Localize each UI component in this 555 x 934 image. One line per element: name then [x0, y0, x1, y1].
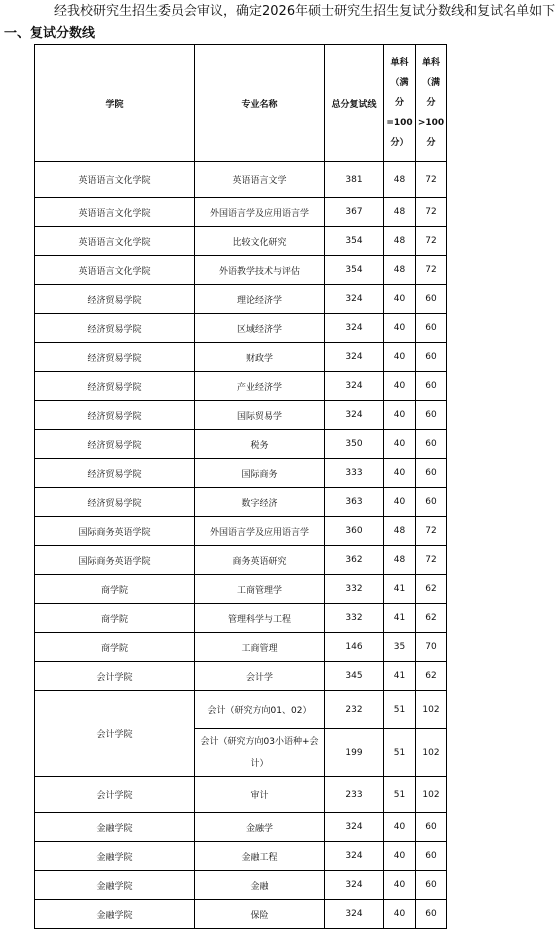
cell-single-over-100: 102: [416, 729, 447, 777]
cell-college: 金融学院: [35, 871, 195, 900]
cell-total: 363: [325, 488, 384, 517]
cell-single-100: 48: [384, 227, 416, 256]
cell-college: 经济贸易学院: [35, 401, 195, 430]
cell-single-100: 40: [384, 459, 416, 488]
cell-major: 管理科学与工程: [195, 604, 325, 633]
table-row: [35, 546, 447, 575]
header-line: （满: [421, 78, 440, 88]
table-row: [35, 633, 447, 662]
cell-major: 区域经济学: [195, 314, 325, 343]
cell-college: 经济贸易学院: [35, 285, 195, 314]
cell-college: 会计学院: [35, 691, 195, 777]
cell-major: 外语教学技术与评估: [195, 256, 325, 285]
table-row: [35, 227, 447, 256]
cell-major: 外国语言学及应用语言学: [195, 198, 325, 227]
cell-total: 324: [325, 401, 384, 430]
cell-college: 经济贸易学院: [35, 488, 195, 517]
cell-single-100: 40: [384, 900, 416, 929]
cell-total: 362: [325, 546, 384, 575]
cell-single-over-100: 72: [416, 546, 447, 575]
cell-single-over-100: 60: [416, 813, 447, 842]
cell-major: 财政学: [195, 343, 325, 372]
cell-major: 保险: [195, 900, 325, 929]
cell-major: 产业经济学: [195, 372, 325, 401]
cell-single-100: 51: [384, 777, 416, 813]
cell-total: 324: [325, 314, 384, 343]
table-row: [35, 488, 447, 517]
cell-major: 比较文化研究: [195, 227, 325, 256]
cell-total: 324: [325, 372, 384, 401]
cell-single-over-100: 70: [416, 633, 447, 662]
cell-major: 金融工程: [195, 842, 325, 871]
table-row: [35, 401, 447, 430]
cell-college: 英语语言文化学院: [35, 256, 195, 285]
cell-college: 英语语言文化学院: [35, 162, 195, 198]
cell-college: 会计学院: [35, 777, 195, 813]
cell-single-100: 41: [384, 604, 416, 633]
table-row: [35, 871, 447, 900]
header-line: 单科: [390, 58, 409, 68]
table-row: [35, 842, 447, 871]
cell-major: 审计: [195, 777, 325, 813]
cell-single-100: 40: [384, 314, 416, 343]
cell-single-over-100: 72: [416, 256, 447, 285]
cell-major: 会计学: [195, 662, 325, 691]
cell-major: 会计（研究方向03小语种+会计）: [195, 729, 325, 777]
cell-total: 324: [325, 842, 384, 871]
cell-total: 199: [325, 729, 384, 777]
cell-college: 金融学院: [35, 842, 195, 871]
cell-college: 英语语言文化学院: [35, 227, 195, 256]
cell-single-100: 48: [384, 162, 416, 198]
cell-single-over-100: 72: [416, 198, 447, 227]
cell-single-over-100: 60: [416, 430, 447, 459]
cell-total: 360: [325, 517, 384, 546]
header-line: 分: [426, 98, 436, 108]
cell-total: 232: [325, 691, 384, 729]
cell-single-100: 48: [384, 256, 416, 285]
cell-single-over-100: 62: [416, 575, 447, 604]
cell-single-100: 41: [384, 575, 416, 604]
cell-major: 外国语言学及应用语言学: [195, 517, 325, 546]
table-row: [35, 604, 447, 633]
cell-major: 国际商务: [195, 459, 325, 488]
table-row: [35, 343, 447, 372]
cell-single-100: 51: [384, 729, 416, 777]
cell-college: 国际商务英语学院: [35, 517, 195, 546]
cell-single-100: 40: [384, 842, 416, 871]
header-line: >100: [417, 118, 445, 128]
cell-single-over-100: 102: [416, 777, 447, 813]
header-line: （满: [390, 78, 409, 88]
cell-single-over-100: 60: [416, 372, 447, 401]
header-line: 分: [394, 98, 404, 108]
cell-major: 商务英语研究: [195, 546, 325, 575]
cell-college: 经济贸易学院: [35, 372, 195, 401]
cell-single-over-100: 60: [416, 401, 447, 430]
cell-college: 经济贸易学院: [35, 343, 195, 372]
cell-total: 324: [325, 813, 384, 842]
header-single-subject-100: [384, 45, 416, 162]
table-row: [35, 691, 447, 729]
cell-total: 233: [325, 777, 384, 813]
cell-single-over-100: 60: [416, 900, 447, 929]
cell-major: 数字经济: [195, 488, 325, 517]
header-line: 分）: [390, 138, 409, 148]
cell-single-100: 48: [384, 198, 416, 227]
cell-total: 354: [325, 256, 384, 285]
cell-total: 381: [325, 162, 384, 198]
cell-single-over-100: 60: [416, 343, 447, 372]
header-line: =100: [386, 118, 413, 128]
cell-single-over-100: 72: [416, 162, 447, 198]
table-row: [35, 459, 447, 488]
cell-total: 324: [325, 871, 384, 900]
table-header-row: [35, 45, 447, 162]
section-heading: 一、复试分数线: [4, 26, 96, 41]
cell-college: 会计学院: [35, 662, 195, 691]
cell-college: 经济贸易学院: [35, 430, 195, 459]
cell-major: 国际贸易学: [195, 401, 325, 430]
cell-college: 金融学院: [35, 900, 195, 929]
cell-college: 经济贸易学院: [35, 314, 195, 343]
cell-single-100: 40: [384, 343, 416, 372]
cell-college: 国际商务英语学院: [35, 546, 195, 575]
header-line: 单科: [421, 58, 440, 68]
cell-college: 商学院: [35, 575, 195, 604]
table-row: [35, 314, 447, 343]
header-major: 专业名称: [195, 45, 325, 162]
header-total-score: 总分复试线: [325, 45, 384, 162]
cell-single-100: 48: [384, 546, 416, 575]
table-row: [35, 285, 447, 314]
cell-major: 金融学: [195, 813, 325, 842]
cell-single-over-100: 62: [416, 662, 447, 691]
table-row: [35, 430, 447, 459]
header-college: 学院: [35, 45, 195, 162]
cell-total: 354: [325, 227, 384, 256]
table-row: [35, 813, 447, 842]
cell-total: 350: [325, 430, 384, 459]
cell-single-over-100: 60: [416, 871, 447, 900]
cell-college: 商学院: [35, 633, 195, 662]
table-row: [35, 198, 447, 227]
cell-single-over-100: 60: [416, 842, 447, 871]
cell-single-over-100: 60: [416, 314, 447, 343]
table-row: [35, 662, 447, 691]
cell-single-over-100: 72: [416, 517, 447, 546]
cell-major: 税务: [195, 430, 325, 459]
cell-single-over-100: 60: [416, 459, 447, 488]
cell-single-over-100: 62: [416, 604, 447, 633]
cell-single-100: 35: [384, 633, 416, 662]
cell-total: 332: [325, 604, 384, 633]
cell-total: 367: [325, 198, 384, 227]
cell-major: 金融: [195, 871, 325, 900]
cell-major: 理论经济学: [195, 285, 325, 314]
cell-single-over-100: 60: [416, 285, 447, 314]
table-row: [35, 517, 447, 546]
cell-single-100: 40: [384, 813, 416, 842]
intro-paragraph: 经我校研究生招生委员会审议，确定2026年硕士研究生招生复试分数线和复试名单如下: [54, 4, 555, 19]
cell-single-100: 48: [384, 517, 416, 546]
cell-single-100: 51: [384, 691, 416, 729]
cell-single-over-100: 102: [416, 691, 447, 729]
cell-college: 商学院: [35, 604, 195, 633]
table-row: [35, 256, 447, 285]
cell-total: 324: [325, 285, 384, 314]
cell-single-100: 40: [384, 871, 416, 900]
cell-total: 333: [325, 459, 384, 488]
cell-total: 324: [325, 900, 384, 929]
table-row: [35, 900, 447, 929]
cell-total: 324: [325, 343, 384, 372]
cell-single-100: 40: [384, 372, 416, 401]
cell-single-100: 40: [384, 488, 416, 517]
cell-college: 金融学院: [35, 813, 195, 842]
table-row: [35, 162, 447, 198]
cell-major: 英语语言文学: [195, 162, 325, 198]
header-line: 分: [426, 138, 436, 148]
cell-single-over-100: 72: [416, 227, 447, 256]
cutoff-score-table: [34, 44, 447, 929]
table-row: [35, 372, 447, 401]
cell-single-100: 40: [384, 430, 416, 459]
cell-total: 345: [325, 662, 384, 691]
cell-college: 经济贸易学院: [35, 459, 195, 488]
header-single-subject-over-100: [416, 45, 447, 162]
cell-major: 会计（研究方向01、02）: [195, 691, 325, 729]
table-row: [35, 575, 447, 604]
cell-single-100: 41: [384, 662, 416, 691]
cell-major: 工商管理学: [195, 575, 325, 604]
cell-major: 工商管理: [195, 633, 325, 662]
cell-total: 332: [325, 575, 384, 604]
cell-single-100: 40: [384, 285, 416, 314]
cell-single-over-100: 60: [416, 488, 447, 517]
cell-single-100: 40: [384, 401, 416, 430]
table-row: [35, 777, 447, 813]
cell-total: 146: [325, 633, 384, 662]
cell-college: 英语语言文化学院: [35, 198, 195, 227]
